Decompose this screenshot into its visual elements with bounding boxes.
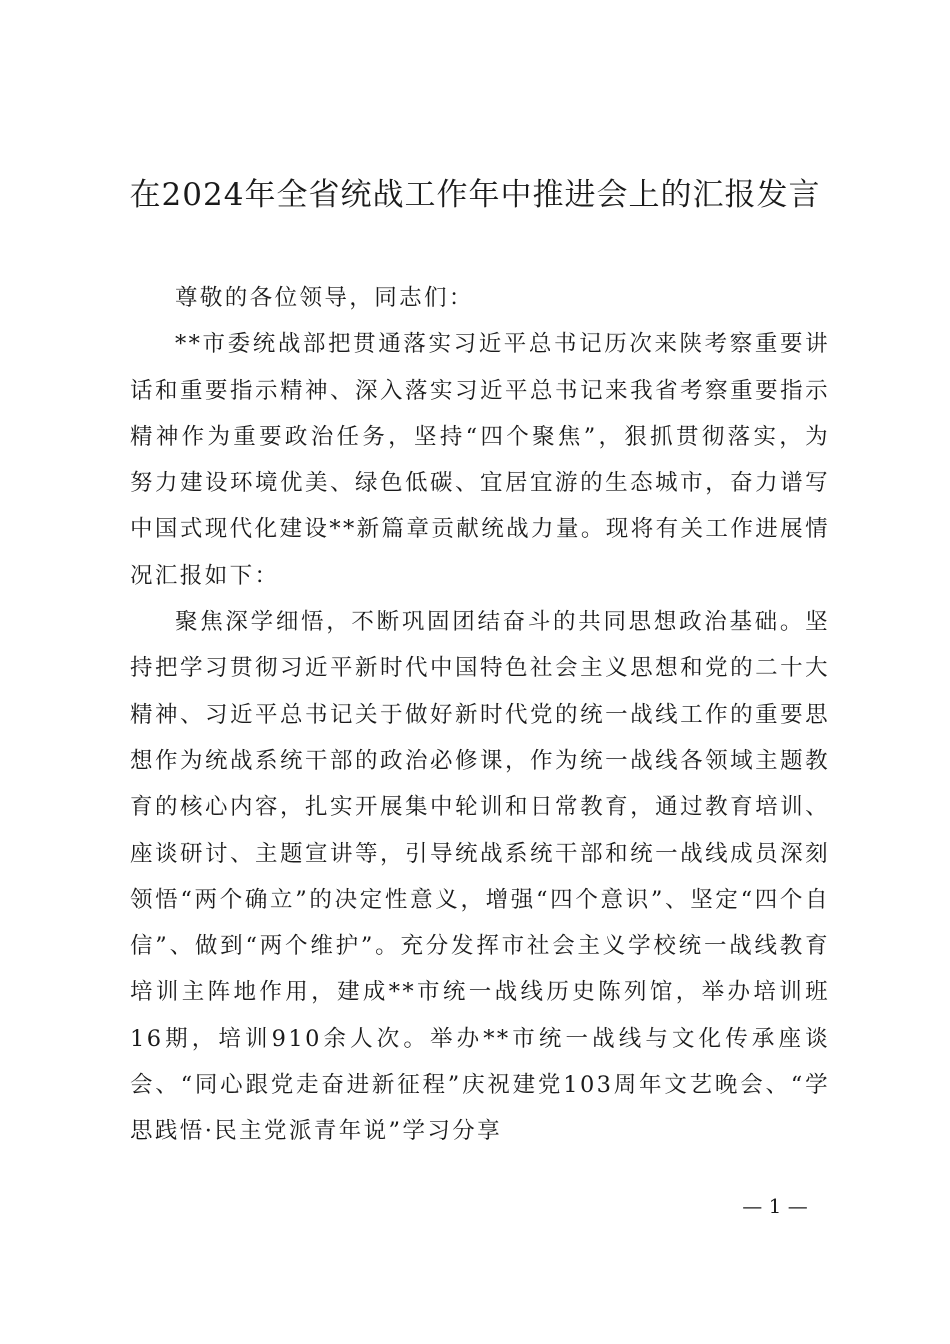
salutation: 尊敬的各位领导，同志们： bbox=[175, 285, 474, 311]
paragraph-intro: **市委统战部把贯通落实习近平总书记历次来陕考察重要讲话和重要指示精神、深入落实习近平总书记来我省考察重要指示精神作为重要政治任务，坚持“四个聚焦”，狠抓贯彻落实，为努力建设环境优美、绿色低碳、宜居宜游的生态城市，奋力谱写中国式现代化建设**新篇章贡献统战力量。现将有关工作进展情况汇报如下： bbox=[130, 331, 830, 589]
document-title: 在2024年全省统战工作年中推进会上的汇报发言 bbox=[129, 177, 821, 213]
document-body bbox=[130, 275, 830, 1155]
page-number: — 1 — bbox=[742, 1194, 808, 1218]
paragraph-section-1: 聚焦深学细悟，不断巩固团结奋斗的共同思想政治基础。坚持把学习贯彻习近平新时代中国特色社会主义思想和党的二十大精神、习近平总书记关于做好新时代党的统一战线工作的重要思想作为统战系统干部的政治必修课，作为统一战线各领域主题教育的核心内容，扎实开展集中轮训和日常教育，通过教育培训、座谈研讨、主题宣讲等，引导统战系统干部和统一战线成员深刻领悟“两个确立”的决定性意义，增强“四个意识”、坚定“四个自信”、做到“两个维护”。充分发挥市社会主义学校统一战线教育培训主阵地作用，建成**市统一战线历史陈列馆，举办培训班16期，培训910余人次。举办**市统一战线与文化传承座谈会、“同心跟党走奋进新征程”庆祝建党103周年文艺晚会、“学思践悟·民主党派青年说”学习分享 bbox=[130, 609, 830, 1145]
